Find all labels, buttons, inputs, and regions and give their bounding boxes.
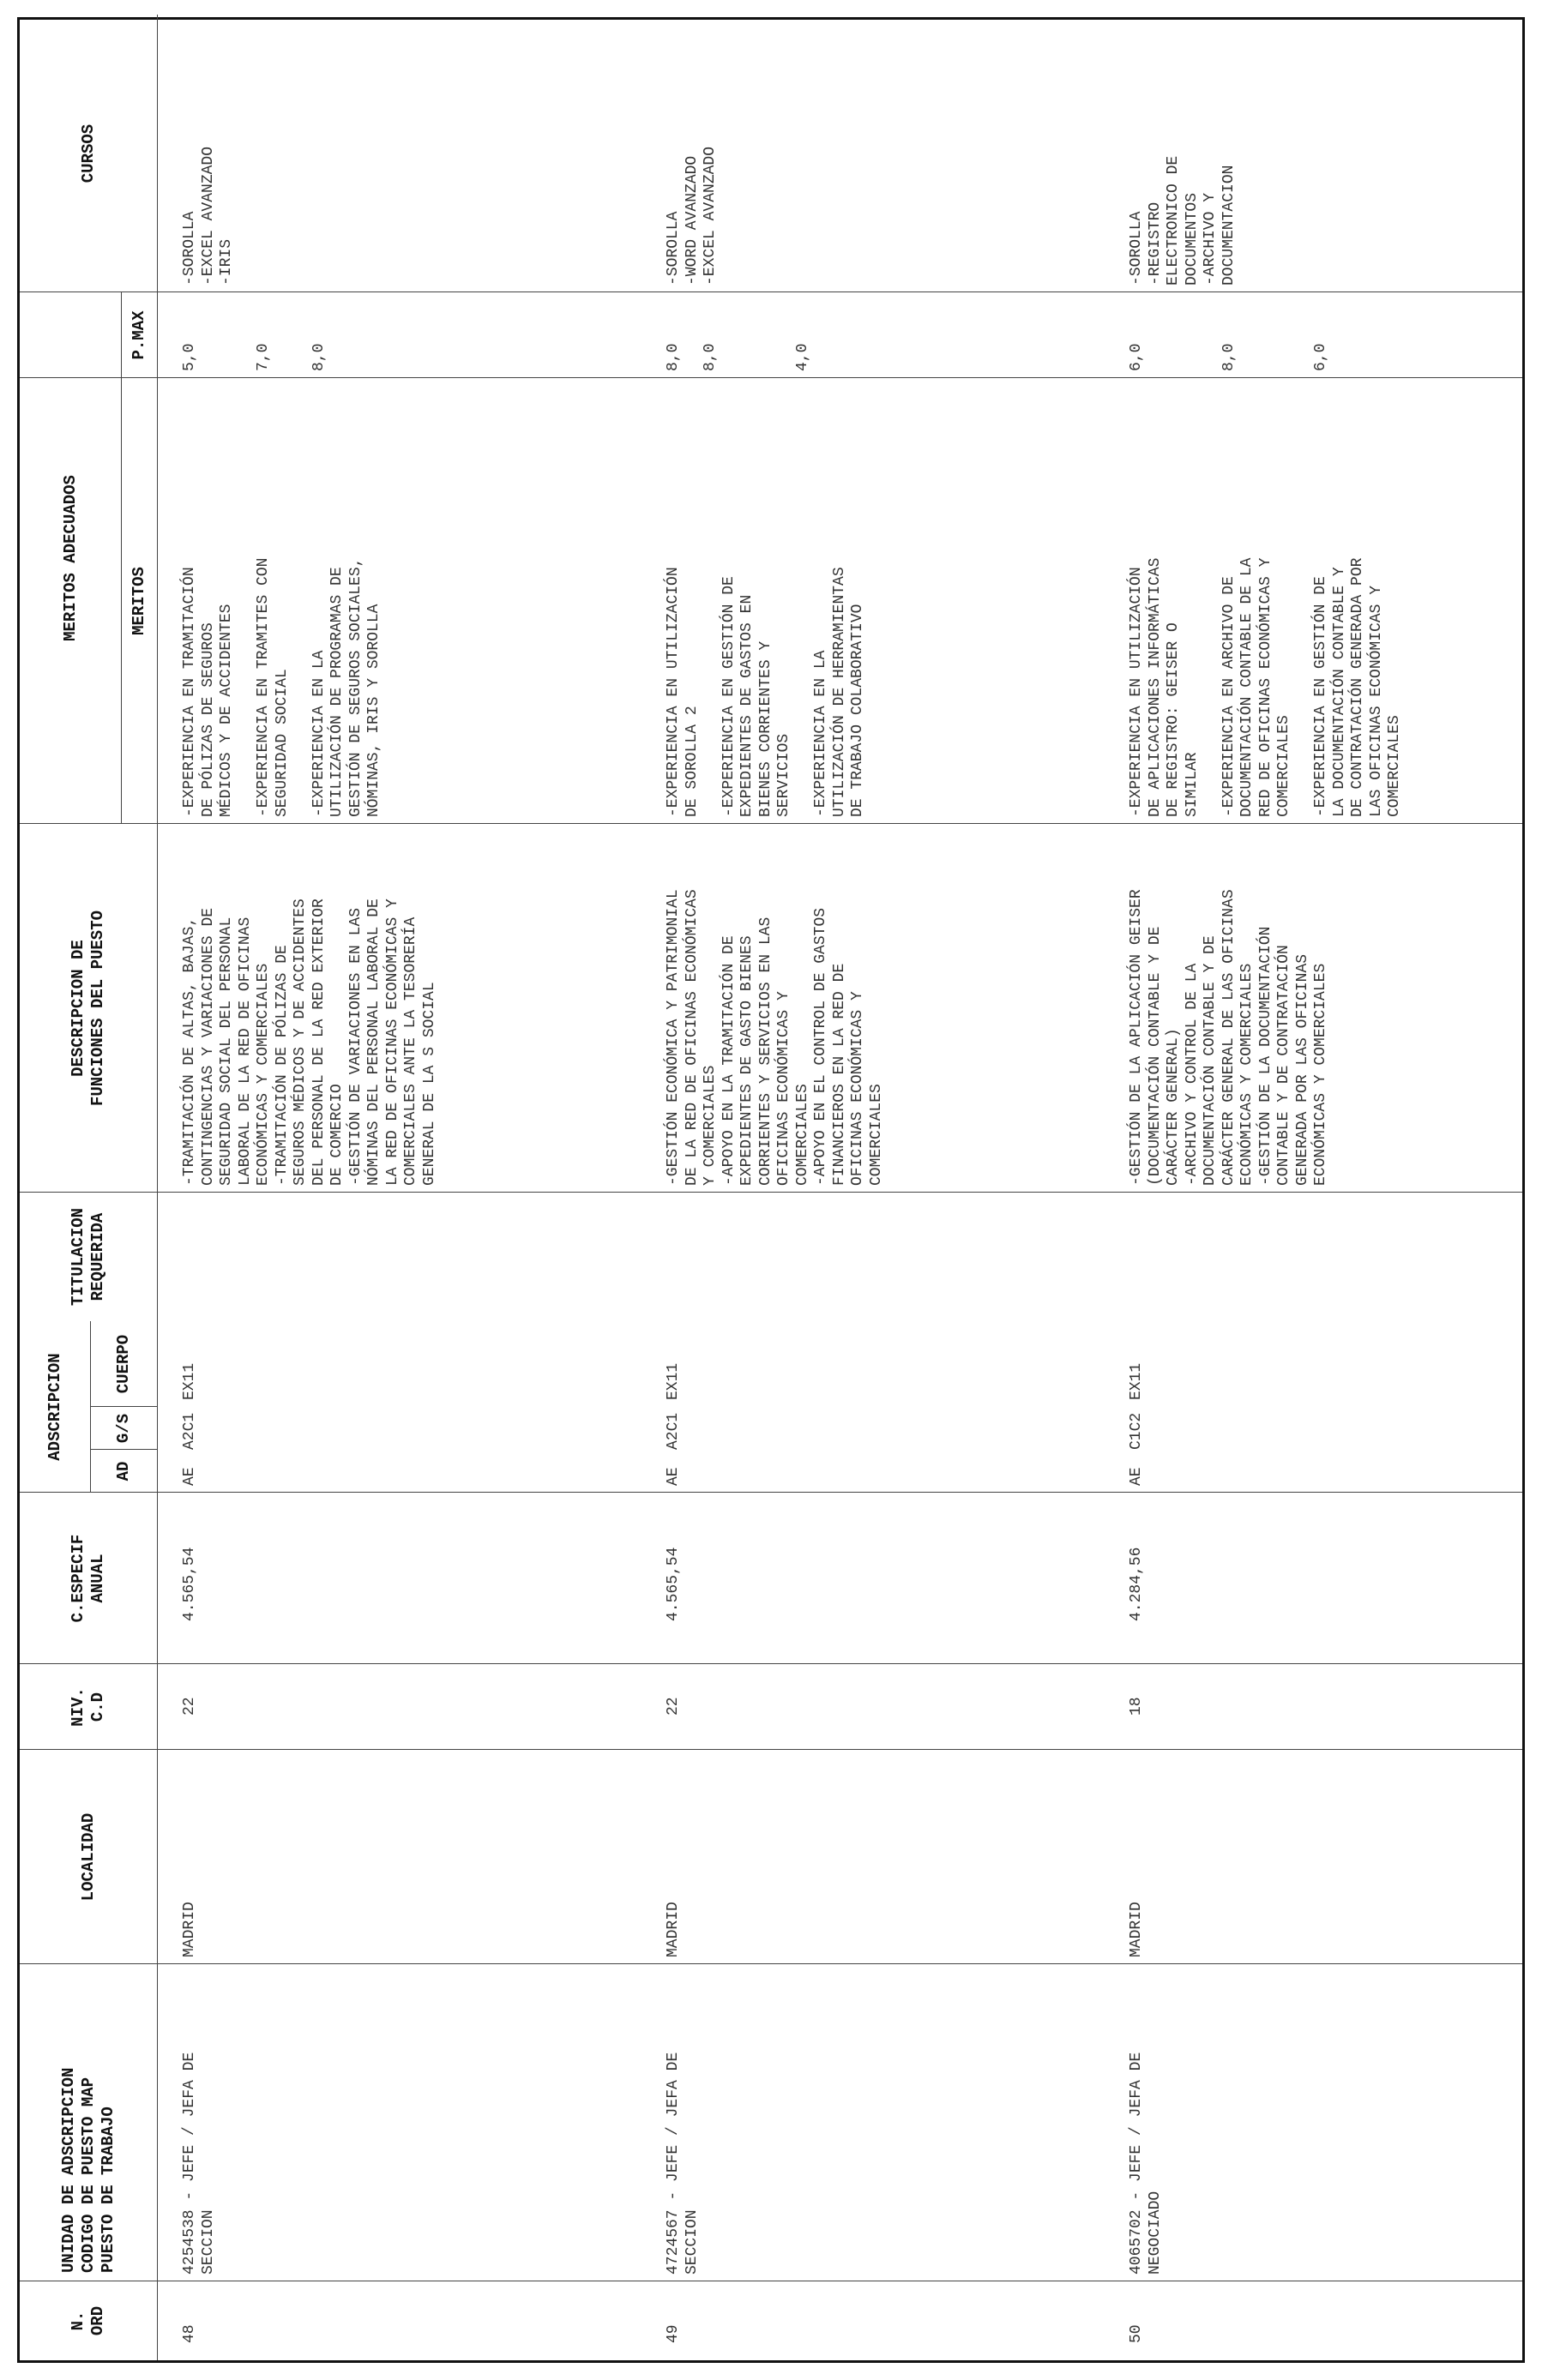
row-cespecif: 4.565,54 <box>665 1547 682 1621</box>
header-n-ord: N. ORD <box>69 2305 107 2336</box>
row-unidad: 4254538 - JEFE / JEFA DE SECCION <box>181 2052 217 2275</box>
row-cuerpo: EX11 <box>1128 1362 1145 1400</box>
row-cuerpo: EX11 <box>181 1362 198 1400</box>
row-cespecif: 4.565,54 <box>181 1547 198 1621</box>
row-cuerpo: EX11 <box>665 1362 682 1400</box>
header-localidad: LOCALIDAD <box>78 1812 98 1902</box>
row-cursos: -SOROLLA -REGISTRO ELECTRONICO DE DOCUMENTOS -ARCHIVO Y DOCUMENTACION <box>1128 155 1238 285</box>
row-ad: AE <box>1128 1467 1145 1486</box>
row-gs: A2C1 <box>665 1412 682 1450</box>
row-gs: C1C2 <box>1128 1412 1145 1450</box>
row-nivel: 22 <box>665 1697 682 1716</box>
row-descripcion: -GESTIÓN ECONÓMICA Y PATRIMONIAL DE LA RED DE OFICINAS ECONÓMICAS Y COMERCIALES -APOYO EN LA TRAMITACIÓN DE EXPEDIENTES DE GASTO BIENES CORRIENTES Y SERVICIOS EN LAS OFICINAS ECONÓMICAS Y COMERCIALES -APOYO EN EL CONTROL DE GASTOS FINANCIEROS EN LA RED DE OFICINAS ECONÓMICAS Y COMERCIALES <box>665 889 885 1186</box>
header-meritos: MERITOS <box>129 567 148 635</box>
row-gs: A2C1 <box>181 1412 198 1450</box>
row-descripcion: -GESTIÓN DE LA APLICACIÓN GEISER (DOCUMENTACIÓN CONTABLE Y DE CARÁCTER GENERAL) -ARCHIVO Y CONTROL DE LA DOCUMENTACIÓN CONTABLE Y DE CARÁCTER GENERAL DE LAS OFICINAS ECONÓMICAS Y COMERCIALES -GESTIÓN DE LA DOCUMENTACIÓN CONTABLE Y DE CONTRATACIÓN GENERADA POR LAS OFICINAS ECONÓMICAS Y COMERCIALES <box>1128 889 1329 1186</box>
row-unidad: 4724567 - JEFE / JEFA DE SECCION <box>665 2052 701 2275</box>
header-ad: AD <box>113 1461 133 1481</box>
row-pmax: 6,0 8,0 6,0 <box>1128 343 1329 371</box>
row-pmax: 5,0 7,0 8,0 <box>181 343 328 371</box>
row-cursos: -SOROLLA -EXCEL AVANZADO -IRIS <box>181 146 235 285</box>
row-n-ord: 50 <box>1128 2324 1145 2343</box>
row-ad: AE <box>665 1467 682 1486</box>
row-pmax: 8,0 8,0 4,0 <box>665 343 811 371</box>
row-cursos: -SOROLLA -WORD AVANZADO -EXCEL AVANZADO <box>665 146 719 285</box>
header-titulacion: TITULACION REQUERIDA <box>69 1207 107 1307</box>
header-adscripcion: ADSCRIPCION <box>45 1353 64 1461</box>
row-n-ord: 48 <box>181 2324 198 2343</box>
row-descripcion: -TRAMITACIÓN DE ALTAS, BAJAS, CONTINGENCIAS Y VARIACIONES DE SEGURIDAD SOCIAL DEL PERSONAL LABORAL DE LA RED DE OFICINAS ECONÓMICAS Y COMERCIALES -TRAMITACIÓN DE PÓLIZAS DE SEGUROS MÉDICOS Y DE ACCIDENTES DEL PERSONAL DE LA RED EXTERIOR DE COMERCIO -GESTIÓN DE VARIACIONES EN LAS NÓMINAS DEL PERSONAL LABORAL DE LA RED DE OFICINAS ECONÓMICAS Y COMERCIALES ANTE LA TESORERÍA GENERAL DE LA S SOCIAL <box>181 899 438 1186</box>
header-pmax: P.MAX <box>129 310 148 360</box>
row-cespecif: 4.284,56 <box>1128 1547 1145 1621</box>
row-meritos: -EXPERIENCIA EN UTILIZACIÓN DE APLICACIONES INFORMÁTICAS DE REGISTRO: GEISER O SIMILAR -EXPERIENCIA EN ARCHIVO DE DOCUMENTACIÓN CONTABLE DE LA RED DE OFICINAS ECONÓMICAS Y COMERCIALES -EXPERIENCIA EN GESTIÓN DE LA DOCUMENTACIÓN CONTABLE Y DE CONTRATACIÓN GENERADA POR LAS OFICINAS ECONÓMICAS Y COMERCIALES <box>1128 557 1403 817</box>
header-cursos: CURSOS <box>78 123 98 183</box>
header-cespecif: C.ESPECIF ANUAL <box>69 1534 107 1623</box>
row-meritos: -EXPERIENCIA EN TRAMITACIÓN DE PÓLIZAS DE SEGUROS MÉDICOS Y DE ACCIDENTES -EXPERIENCIA EN TRAMITES CON SEGURIDAD SOCIAL -EXPERIENCIA EN LA UTILIZACIÓN DE PROGRAMAS DE GESTIÓN DE SEGUROS SOCIALES, NÓMINAS, IRIS Y SOROLLA <box>181 557 382 817</box>
row-meritos: -EXPERIENCIA EN UTILIZACIÓN DE SOROLLA 2 -EXPERIENCIA EN GESTIÓN DE EXPEDIENTES DE GASTOS EN BIENES CORRIENTES Y SERVICIOS -EXPERIENCIA EN LA UTILIZACIÓN DE HERRAMIENTAS DE TRABAJO COLABORATIVO <box>665 567 866 817</box>
row-ad: AE <box>181 1467 198 1486</box>
row-unidad: 4065702 - JEFE / JEFA DE NEGOCIADO <box>1128 2052 1164 2275</box>
header-descripcion: DESCRIPCION DE FUNCIONES DEL PUESTO <box>69 910 107 1107</box>
header-unidad: UNIDAD DE ADSCRIPCION CODIGO DE PUESTO MAP PUESTO DE TRABAJO <box>58 2067 117 2273</box>
header-nivel: NIV. C.D <box>69 1687 107 1727</box>
header-gs: G/S <box>113 1413 133 1444</box>
positions-table <box>17 17 1525 2363</box>
row-localidad: MADRID <box>1128 1902 1145 1957</box>
row-nivel: 22 <box>181 1697 198 1716</box>
row-localidad: MADRID <box>181 1902 198 1957</box>
row-n-ord: 49 <box>665 2324 682 2343</box>
header-cuerpo: CUERPO <box>113 1334 133 1394</box>
header-meritos-adecuados: MERITOS ADECUADOS <box>60 475 80 641</box>
row-nivel: 18 <box>1128 1697 1145 1716</box>
row-localidad: MADRID <box>665 1902 682 1957</box>
